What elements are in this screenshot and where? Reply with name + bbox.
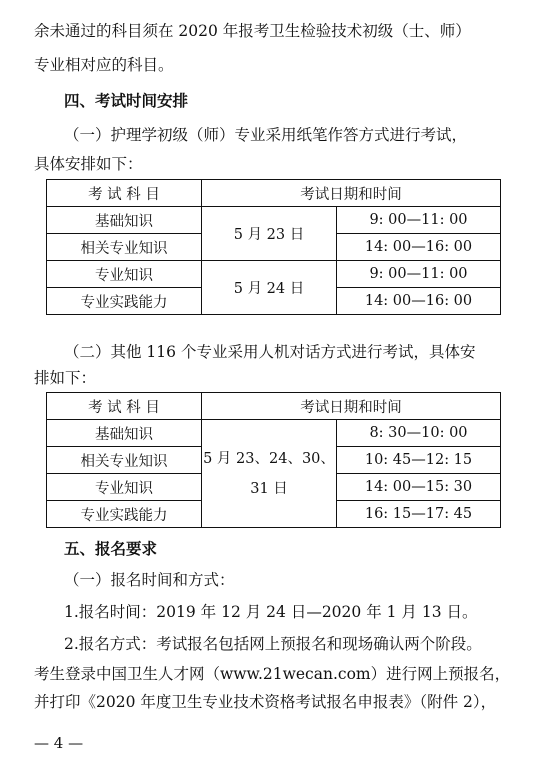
table-1-header-datetime: 考试日期和时间: [202, 180, 501, 207]
table-2-time: 8: 30—10: 00: [337, 420, 501, 447]
table-2-subject: 基础知识: [47, 420, 202, 447]
table-2-subject: 相关专业知识: [47, 447, 202, 474]
table-2-date-line-2: 31 日: [250, 480, 288, 497]
section-5-sub1: （一）报名时间和方式：: [64, 571, 235, 589]
computer-exam-schedule-table: [46, 392, 501, 528]
section-5-item-1: 1.报名时间：2019 年 12 月 24 日—2020 年 1 月 13 日。: [64, 603, 478, 621]
table-1-subject: 专业实践能力: [47, 288, 202, 315]
section-5-item-2-line-3: 并打印《2020 年度卫生专业技术资格考试报名申报表》（附件 2），: [34, 693, 497, 711]
table-2-date-line-1: 5 月 23、24、30、: [203, 450, 335, 467]
section-4-sub2-line-2: 排如下：: [34, 369, 97, 387]
section-5-item-2-line-2: 考生登录中国卫生人才网（www.21wecan.com）进行网上预报名，: [34, 665, 511, 683]
table-1-subject: 基础知识: [47, 207, 202, 234]
table-2-subject: 专业实践能力: [47, 501, 202, 528]
table-2-time: 10: 45—12: 15: [337, 447, 501, 474]
table-1-subject: 相关专业知识: [47, 234, 202, 261]
table-1-time: 14: 00—16: 00: [337, 234, 501, 261]
table-1-time: 14: 00—16: 00: [337, 288, 501, 315]
table-1-time: 9: 00—11: 00: [337, 207, 501, 234]
table-1-subject: 专业知识: [47, 261, 202, 288]
table-1-date-cell: 5 月 23 日: [202, 207, 337, 261]
table-1-time: 9: 00—11: 00: [337, 261, 501, 288]
section-4-sub1-line-1: （一）护理学初级（师）专业采用纸笔作答方式进行考试，: [64, 126, 468, 144]
intro-line-2: 专业相对应的科目。: [34, 56, 174, 74]
page-number: — 4 —: [34, 734, 84, 752]
table-1-date-cell: 5 月 24 日: [202, 261, 337, 315]
paper-exam-schedule-table: [46, 179, 501, 315]
table-2-time: 16: 15—17: 45: [337, 501, 501, 528]
table-2-header-subject: 考 试 科 目: [47, 393, 202, 420]
section-4-heading: 四、考试时间安排: [64, 92, 189, 110]
intro-line-1: 余未通过的科目须在 2020 年报考卫生检验技术初级（士、师）: [34, 22, 471, 40]
table-2-date-cell: [202, 420, 337, 528]
section-4-sub1-line-2: 具体安排如下：: [34, 155, 143, 173]
section-4-sub2-line-1: （二）其他 116 个专业采用人机对话方式进行考试，具体安: [64, 343, 476, 361]
table-1-header-subject: 考 试 科 目: [47, 180, 202, 207]
section-5-item-2-line-1: 2.报名方式：考试报名包括网上预报名和现场确认两个阶段。: [64, 635, 482, 653]
table-2-header-datetime: 考试日期和时间: [202, 393, 501, 420]
table-2-time: 14: 00—15: 30: [337, 474, 501, 501]
table-2-subject: 专业知识: [47, 474, 202, 501]
section-5-heading: 五、报名要求: [64, 540, 158, 558]
